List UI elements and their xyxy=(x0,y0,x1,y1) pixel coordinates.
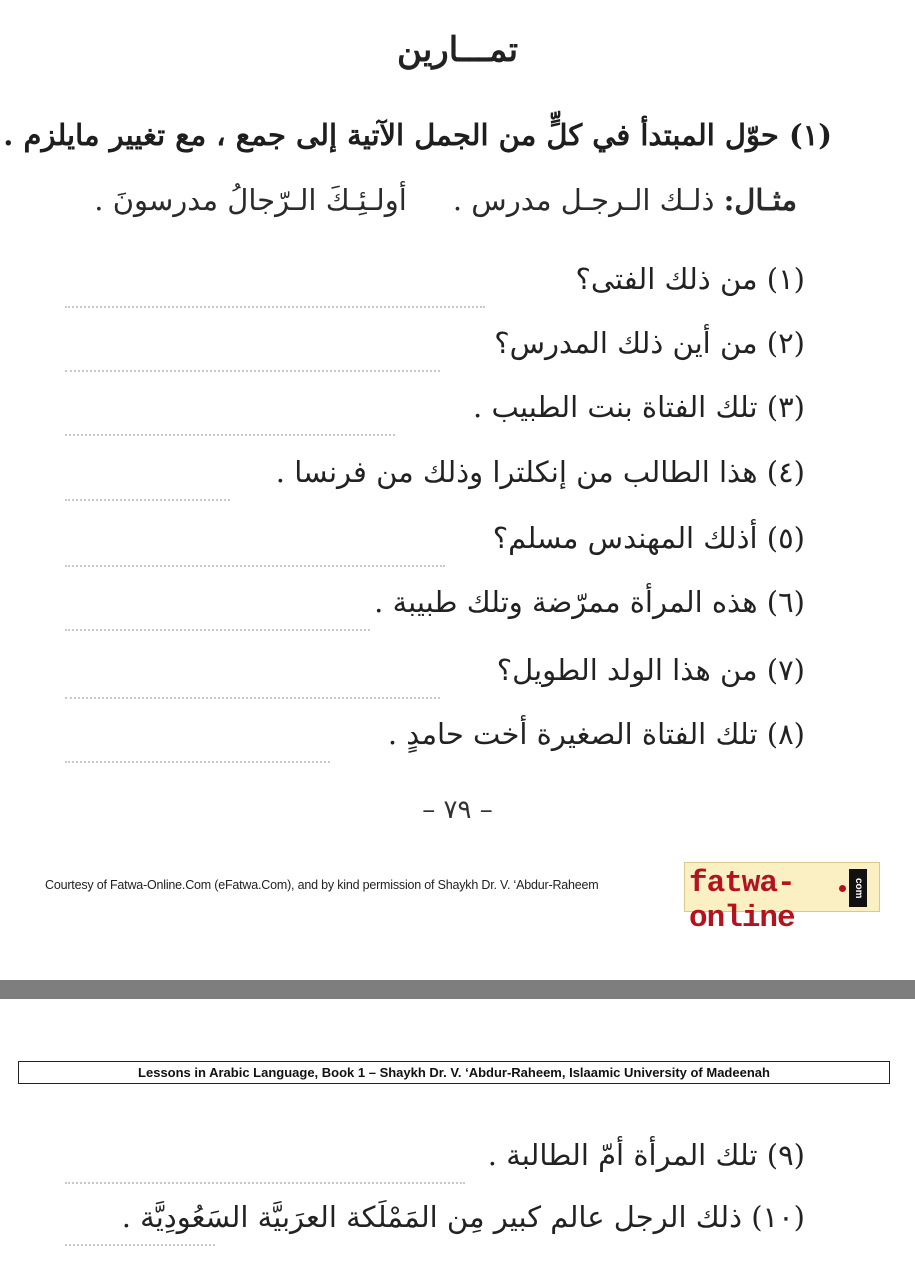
exercise-item xyxy=(65,653,805,703)
exercise-item xyxy=(65,390,805,440)
exercise-sentence: (١٠) ذلك الرجل عالم كبير مِن المَمْلَكة العرَبيَّة السَعُودِيَّة . xyxy=(121,1200,805,1234)
exercise-item xyxy=(65,262,805,312)
page-title: تمـــارين xyxy=(396,30,519,70)
answer-blank[interactable] xyxy=(65,697,440,699)
page-number: – ٧٩ – xyxy=(422,795,493,825)
exercise-item xyxy=(65,1138,805,1188)
answer-blank[interactable] xyxy=(65,434,395,436)
exercise-sentence: (٤) هذا الطالب من إنكلترا وذلك من فرنسا . xyxy=(275,455,805,489)
credit-line: Courtesy of Fatwa-Online.Com (eFatwa.Com), and by kind permission of Shaykh Dr. V. ‘Abdur-Raheem xyxy=(45,878,599,892)
answer-blank[interactable] xyxy=(65,499,230,501)
logo-text: fatwa-online xyxy=(689,866,795,936)
example-answer: أولـئِـكَ الـرّجالُ مدرسونَ . xyxy=(94,183,407,217)
exercise-sentence: (٧) من هذا الولد الطويل؟ xyxy=(496,653,805,687)
example-label: مثـال: xyxy=(723,183,797,217)
example-line xyxy=(94,183,797,217)
logo-dot-icon xyxy=(839,885,846,892)
logo-suffix: com xyxy=(849,869,867,907)
answer-blank[interactable] xyxy=(65,761,330,763)
book-header: Lessons in Arabic Language, Book 1 – Shaykh Dr. V. ‘Abdur-Raheem, Islaamic University of Madeenah xyxy=(18,1061,890,1084)
answer-blank[interactable] xyxy=(65,1244,215,1246)
exercise-sentence: (٩) تلك المرأة أمّ الطالبة . xyxy=(487,1138,805,1172)
exercise-item xyxy=(65,1200,805,1250)
fatwa-online-logo xyxy=(684,862,880,936)
exercise-item xyxy=(65,521,805,571)
answer-blank[interactable] xyxy=(65,306,485,308)
exercise-instruction: (١) حوّل المبتدأ في كلٍّ من الجمل الآتية إلى جمع ، مع تغيير مايلزم . xyxy=(3,118,832,152)
exercise-item xyxy=(65,717,805,767)
exercise-sentence: (٢) من أين ذلك المدرس؟ xyxy=(494,326,805,360)
exercise-item xyxy=(65,326,805,376)
page-separator xyxy=(0,980,915,999)
exercise-sentence: (٨) تلك الفتاة الصغيرة أخت حامدٍ . xyxy=(387,717,805,751)
answer-blank[interactable] xyxy=(65,370,440,372)
answer-blank[interactable] xyxy=(65,629,370,631)
answer-blank[interactable] xyxy=(65,565,445,567)
exercise-item xyxy=(65,455,805,505)
exercise-sentence: (٣) تلك الفتاة بنت الطبيب . xyxy=(473,390,805,424)
exercise-sentence: (٦) هذه المرأة ممرّضة وتلك طبيبة . xyxy=(374,585,805,619)
exercise-item xyxy=(65,585,805,635)
example-sentence: ذلـك الـرجـل مدرس . xyxy=(452,183,715,217)
exercise-sentence: (٥) أذلك المهندس مسلم؟ xyxy=(492,521,805,555)
exercise-sentence: (١) من ذلك الفتى؟ xyxy=(575,262,805,296)
answer-blank[interactable] xyxy=(65,1182,465,1184)
